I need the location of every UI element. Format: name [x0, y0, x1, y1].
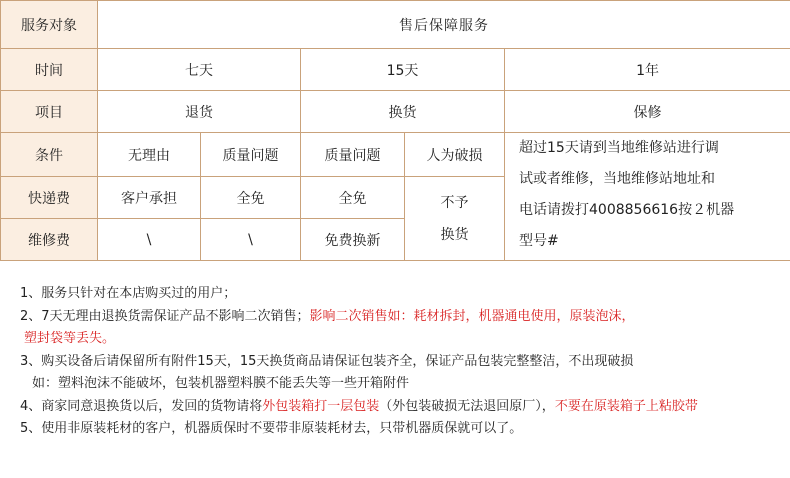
shipping-label: 快递费 — [1, 177, 98, 219]
cond-damage: 人为破损 — [405, 133, 505, 177]
note-4-text: 4、商家同意退换货以后，发回的货物请将 — [20, 398, 263, 414]
ship-free-2: 全免 — [301, 177, 405, 219]
no-exchange-line2: 换货 — [440, 226, 469, 243]
table-title: 售后保障服务 — [98, 1, 790, 49]
cond-no-reason: 无理由 — [98, 133, 201, 177]
note-2 — [20, 306, 780, 329]
note-1: 1、服务只针对在本店购买过的用户； — [20, 286, 237, 301]
repair-label: 维修费 — [1, 219, 98, 261]
note-3-cont: 如：塑料泡沫不能破坏，包装机器塑料膜不能丢失等一些开箱附件 — [32, 376, 410, 391]
notes-section — [20, 283, 780, 441]
repair-free-new: 免费换新 — [301, 219, 405, 261]
no-exchange-line1: 不予 — [440, 194, 469, 211]
item-label: 项目 — [1, 91, 98, 133]
note-4-highlight-2: 不要在原装箱子上粘胶带 — [554, 398, 698, 414]
warranty-note-line: 型号# — [519, 233, 559, 249]
warranty-note-line: 超过15天请到当地维修站进行调 — [519, 140, 719, 156]
note-4-text-2: （外包装破损无法退回原厂）， — [379, 398, 555, 414]
time-label: 时间 — [1, 49, 98, 91]
note-4-highlight-1: 外包装箱打一层包装 — [262, 398, 380, 414]
item-warranty: 保修 — [505, 91, 790, 133]
note-5: 5、使用非原装耗材的客户，机器质保时不要带非原装耗材去，只带机器质保就可以了。 — [20, 421, 523, 436]
service-label: 服务对象 — [1, 1, 98, 49]
time-15days: 15天 — [301, 49, 505, 91]
time-7days: 七天 — [98, 49, 301, 91]
note-3: 3、购买设备后请保留所有附件15天，15天换货商品请保证包装齐全，保证产品包装完整整洁，不出现破损 — [20, 353, 634, 369]
note-2-highlight: 影响二次销售如：耗材拆封，机器通电使用，原装泡沫， — [309, 308, 635, 324]
ship-customer: 客户承担 — [98, 177, 201, 219]
time-1year: 1年 — [505, 49, 790, 91]
repair-2: \ — [201, 219, 301, 261]
cond-quality-1: 质量问题 — [201, 133, 301, 177]
repair-1: \ — [98, 219, 201, 261]
cond-quality-2: 质量问题 — [301, 133, 405, 177]
warranty-note-line: 电话请拨打4008856616按２机器 — [519, 202, 735, 218]
warranty-note-line: 试或者维修，当地维修站地址和 — [519, 171, 715, 187]
no-exchange-cell — [405, 177, 505, 261]
note-2-cont: 塑封袋等丢失。 — [24, 331, 116, 346]
item-return: 退货 — [98, 91, 301, 133]
warranty-note — [505, 133, 790, 261]
ship-free-1: 全免 — [201, 177, 301, 219]
item-exchange: 换货 — [301, 91, 505, 133]
condition-label: 条件 — [1, 133, 98, 177]
note-4 — [20, 396, 780, 419]
note-2-text: 2、7天无理由退换货需保证产品不影响二次销售； — [20, 308, 310, 324]
